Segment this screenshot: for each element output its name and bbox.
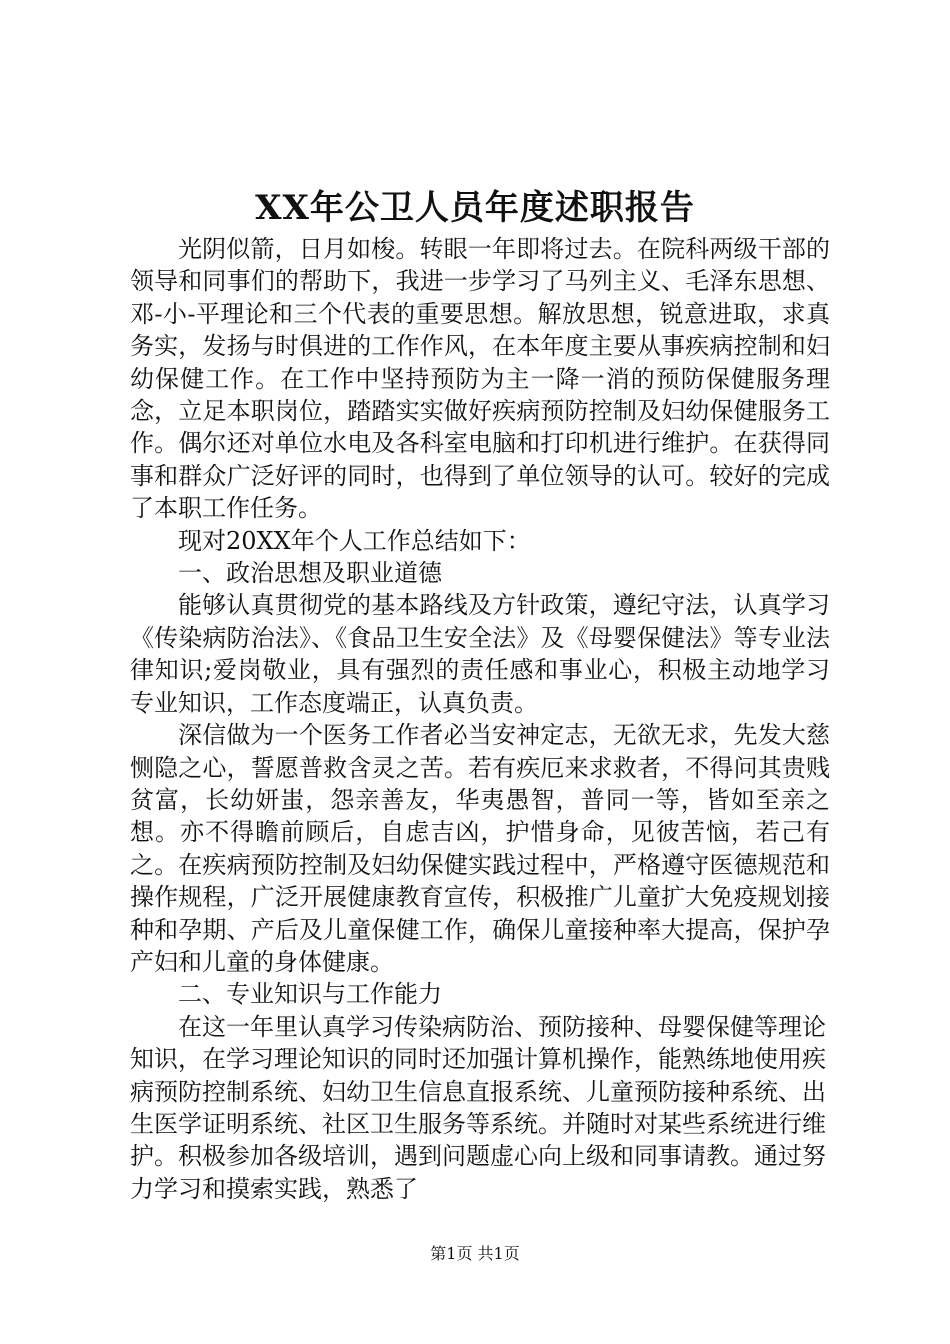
paragraph-ethics: 深信做为一个医务工作者必当安神定志，无欲无求，先发大慈恻隐之心，誓愿普救含灵之苦。若有疾厄来求救者，不得问其贵贱贫富，长幼妍蚩，怨亲善友，华夷愚智，普同一等，皆如至亲之想。亦不得瞻前顾后，自虑吉凶，护惜身命，见彼苦恼，若己有之。在疾病预防控制及妇幼保健实践过程中，严格遵守医德规范和操作规程，广泛开展健康教育宣传，积极推广儿童扩大免疫规划接种和孕期、产后及儿童保健工作，确保儿童接种率大提高，保护孕产妇和儿童的身体健康。 [130,721,830,976]
paragraph-intro: 光阴似箭，日月如梭。转眼一年即将过去。在院科两级干部的领导和同事们的帮助下，我进一步学习了马列主义、毛泽东思想、邓-小-平理论和三个代表的重要思想。解放思想，锐意进取，求真务实，发扬与时俱进的工作作风，在本年度主要从事疾病控制和妇幼保健工作。在工作中坚持预防为主一降一消的预防保健服务理念，立足本职岗位，踏踏实实做好疾病预防控制及妇幼保健服务工作。偶尔还对单位水电及各科室电脑和打印机进行维护。在获得同事和群众广泛好评的同时，也得到了单位领导的认可。较好的完成了本职工作任务。 [130,235,830,523]
section-heading-professional: 二、专业知识与工作能力 [178,980,442,1009]
document-title: XX年公卫人员年度述职报告 [255,188,695,228]
page-footer: 第1页 共1页 [430,1244,520,1263]
paragraph-political: 能够认真贯彻党的基本路线及方针政策，遵纪守法，认真学习《传染病防治法》、《食品卫生安全法》及《母婴保健法》等专业法律知识;爱岗敬业，具有强烈的责任感和事业心，积极主动地学习专业知识，工作态度端正，认真负责。 [130,591,830,717]
paragraph-professional: 在这一年里认真学习传染病防治、预防接种、母婴保健等理论知识，在学习理论知识的同时还加强计算机操作，能熟练地使用疾病预防控制系统、妇幼卫生信息直报系统、儿童预防接种系统、出生医学证明系统、社区卫生服务等系统。并随时对某些系统进行维护。积极参加各级培训，遇到问题虚心向上级和同事请教。通过努力学习和摸索实践，熟悉了 [130,1012,826,1203]
section-heading-political: 一、政治思想及职业道德 [178,559,442,588]
document-body [130,233,830,1205]
paragraph-summary-lead: 现对20XX年个人工作总结如下： [178,526,531,555]
